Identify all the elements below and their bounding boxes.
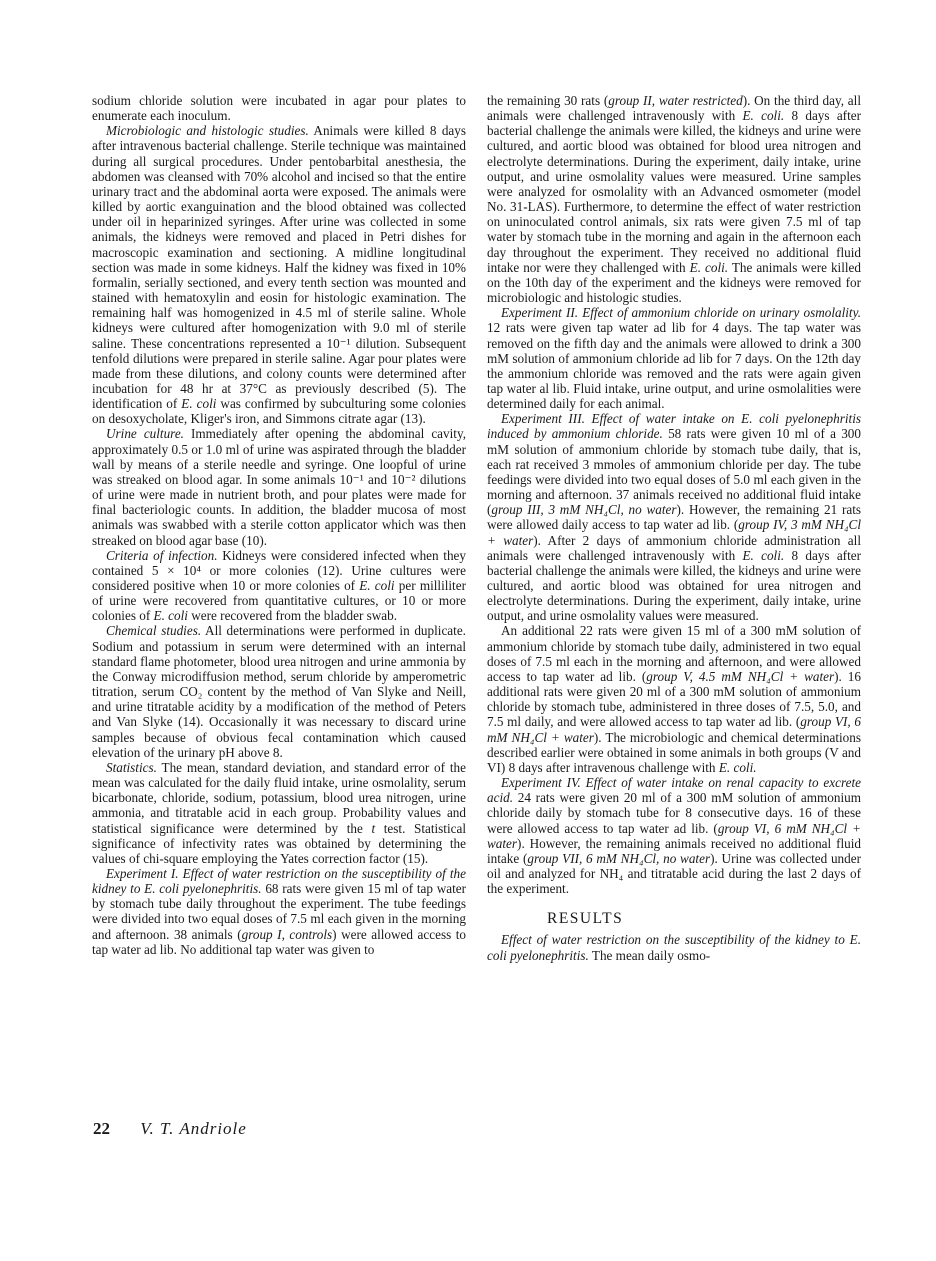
text-run: 24 rats were given 20 ml of a 300 mM solution of ammonium chloride daily by stomach tube for 8 consecutive days. 16 of these were allowed access to tap water ad lib. ( (487, 790, 861, 836)
running-author: V. T. Andriole (140, 1119, 247, 1138)
text-run: The mean daily osmo- (588, 947, 711, 963)
italic-text: group V, 4.5 mM NH₄Cl + water (646, 668, 835, 684)
italic-text: Experiment III. Effect of water intake on E. coli pyelonephritis induced by ammonium chloride. (487, 411, 861, 442)
text-run: sodium chloride solution were incubated in agar pour plates to enumerate each inoculum. (92, 93, 466, 124)
text-run: ) were allowed access to tap water ad lib. No additional tap water was given to (92, 926, 466, 957)
body-paragraph (487, 411, 861, 623)
text-run: An additional 22 rats were given 15 ml of a 300 mM solution of ammonium chloride by stomach tube daily, administered in two equal doses of 7.5 ml each in the morning and afternoon, and were allowed access to tap water ad lib. ( (487, 623, 861, 684)
italic-text: group I, controls (241, 926, 333, 942)
text-run: The animals were killed on the 10th day of the experiment and the kidneys were removed for microbiologic and histologic studies. (487, 259, 861, 306)
italic-text: group IV, 3 mM NH₄Cl + water (487, 517, 862, 548)
body-paragraph (92, 123, 466, 426)
body-paragraph (487, 932, 861, 962)
body-paragraph (92, 548, 466, 624)
italic-text: Chemical studies. (106, 623, 202, 639)
italic-text: E. coli (359, 578, 395, 593)
page-number: 22 (93, 1119, 110, 1138)
text-run: 12 rats were given tap water ad lib for 4 days. The tap water was removed on the fifth day and the animals were allowed to drink a 300 mM solution of ammonium chloride ad lib for 7 days. On the 12th day the ammonium chloride was removed and the rats were again given tap water al lib. Fluid intake, urine output, and urine osmolalities were determined daily for each animal. (487, 320, 861, 412)
text-run: was confirmed by subculturing some colonies on desoxycholate, Kliger's iron, and Simmons citrate agar (13). (92, 396, 466, 427)
italic-text: Experiment IV. Effect of water intake on renal capacity to excrete acid. (487, 775, 861, 806)
text-run: All determinations were performed in duplicate. Sodium and potassium in serum were determined with an internal standard flame photometer, blood urea nitrogen and urine ammonia by the Conway microdiffusion method, serum chloride by amperometric titration, serum CO₂ content by the method of Van Slyke and Neill, and urine titratable acidity by a modification of the method of Peters and Van Slyke (14). Occasionally it was necessary to discard urine samples because of obvious fecal contamination which caused elevation of the urinary pH above 8. (92, 623, 466, 760)
italic-text: E. coli (153, 608, 188, 624)
italic-text: group II, water restricted (608, 93, 743, 108)
body-paragraph (487, 93, 861, 305)
italic-text: Effect of water restriction on the susceptibility of the kidney to E. coli pyelonephritis. (487, 932, 861, 963)
text-run: ). The microbiologic and chemical determinations described earlier were obtained in some animals in both groups (V and VI) 8 days after intravenous challenge with (487, 729, 861, 775)
text-run: were recovered from the bladder swab. (187, 608, 398, 624)
italic-text: group VI, 6 mM NH₄Cl + water (487, 714, 861, 745)
page-footer (93, 1119, 247, 1139)
text-run: per milliliter of urine were recovered from quantitative cultures, or 10 or more colonies of (92, 578, 466, 624)
text-run: 8 days after bacterial challenge the animals were killed, the kidneys and urine were cultured, and aortic blood was obtained for blood urea nitrogen and electrolyte determinations. During the experiment, daily intake, urine output, and urine osmolality values were measured. Urine samples were analyzed for osmolality with an Advanced osmometer (model No. 31-LAS). Furthermore, to determine the effect of water restriction on uninoculated control animals, six rats were given 7.5 ml of tap water by stomach tube in the morning and again in the afternoon each day throughout the experiment. They received no additional fluid intake nor were they challenged with (487, 108, 861, 275)
italic-text: group VII, 6 mM NH₄Cl, no water (527, 850, 711, 866)
body-paragraph (487, 775, 861, 896)
italic-text: group III, 3 mM NH₄Cl, no water (491, 502, 677, 518)
text-run: The mean, standard deviation, and standard error of the mean was calculated for the daily fluid intake, urine osmolality, serum bicarbonate, chloride, sodium, potassium, blood urea nitrogen, urine ammonia, and titratable acid in each group. Probability values and statistical significance were determined by the (92, 759, 466, 836)
italic-text: Experiment II. Effect of ammonium chloride on urinary osmolality. (501, 305, 861, 321)
text-run: ). On the third day, all animals were challenged intravenously with (487, 93, 861, 124)
text-run: ). 16 additional rats were given 20 ml of a 300 mM solution of ammonium chloride by stomach tube, administered in three doses of 7.5, 5.0, and 7.5 ml daily, and were allowed access to tap water ad lib. ( (487, 668, 861, 730)
results-heading: RESULTS (547, 910, 624, 928)
right-column (487, 93, 861, 963)
body-paragraph (92, 623, 466, 759)
body-paragraph (92, 426, 466, 547)
body-paragraph (92, 760, 466, 866)
text-run: test. Statistical significance of infectivity rates was obtained by determining the values of chi-square employing the Yates correction factor (15). (92, 820, 466, 866)
text-run: 68 rats were given 15 ml of tap water by stomach tube daily throughout the experiment. The tube feedings were divided into two equal doses of 7.5 ml each given in the morning and afternoon. 38 animals ( (92, 881, 466, 942)
italic-text: Urine culture. (106, 426, 184, 442)
italic-text: Experiment I. Effect of water restriction on the susceptibility of the kidney to E. coli pyelonephritis. (92, 865, 466, 897)
body-paragraph (487, 305, 861, 411)
body-paragraph (487, 623, 861, 775)
italic-text: Statistics. (106, 759, 157, 775)
italic-text: group VI, 6 mM NH₄Cl + water (487, 820, 861, 851)
italic-text: E. coli. (718, 759, 757, 775)
italic-text: E. coli. (742, 108, 785, 124)
text-run: ). Urine was collected under oil and analyzed for NH₄ and titratable acid during the last 2 days of the experiment. (487, 850, 861, 897)
text-run: Animals were killed 8 days after intravenous bacterial challenge. Sterile technique was maintained during all surgical procedures. Under pentobarbital anesthesia, the abdomen was cleansed with 70% alcohol and incised so that the entire urinary tract and the abdominal aorta were exposed. The animals were killed by aortic exanguination and the blood obtained was collected under oil in heparinized syringes. After urine was collected in some animals, the kidneys were removed and placed in Petri dishes for macroscopic examination and sectioning. A midline longitudinal section was made in some kidneys. Half the kidney was fixed in 10% formalin, serially sectioned, and every tenth section was mounted and stained with hematoxylin and eosin for histologic examination. The remaining half was homogenized in 4.5 ml of sterile saline. Whole kidneys were cultured after homogenization with 9.0 ml of sterile saline. These concentrations represented a 10⁻¹ dilution. Subsequent tenfold dilutions were prepared in sterile saline. Agar pour plates were made from these dilutions, and colony counts were determined after incubation for 48 hr at 37°C as previously described (5). The identification of (92, 123, 466, 412)
italic-text: Criteria of infection. (106, 547, 218, 563)
body-paragraph (92, 866, 466, 957)
body-paragraph (92, 93, 466, 123)
left-column (92, 93, 466, 957)
italic-text: t (371, 820, 376, 836)
text-run: 58 rats were given 10 ml of a 300 mM solution of ammonium chloride by stomach tube daily, that is, each rat received 3 mmoles of ammonium chloride per day. The tube feedings were divided into two equal doses of 5.0 ml each given in the morning and afternoon. 37 animals received no additional fluid intake ( (487, 426, 861, 518)
italic-text: E. coli. (742, 547, 785, 563)
text-run: ). However, the remaining animals received no additional fluid intake ( (487, 835, 861, 866)
italic-text: E. coli (181, 396, 217, 412)
text-run: 8 days after bacterial challenge the animals were killed, the kidneys and urine were cultured, and aortic blood was obtained for urea nitrogen and electrolyte determinations. During the experiment, daily intake, urine output, and urine osmolality values were measured. (487, 547, 861, 624)
text-run: Kidneys were considered infected when they contained 5 × 10⁴ or more colonies (12). Urine cultures were considered positive when 10 or more colonies of (92, 547, 466, 593)
italic-text: E. coli. (689, 259, 729, 275)
text-run: the remaining 30 rats ( (487, 93, 609, 108)
text-run: Immediately after opening the abdominal cavity, approximately 0.5 or 1.0 ml of urine was aspirated through the bladder wall by means of a sterile needle and syringe. One loopful of urine was streaked on blood agar. In some animals 10⁻¹ and 10⁻² dilutions of urine were made in nutrient broth, and pour plates were made for final bacteriologic counts. In addition, the bladder mucosa of most animals was swabbed with a sterile cotton applicator which was then streaked on blood agar base (10). (92, 426, 466, 548)
text-run: ). After 2 days of ammonium chloride administration all animals were challenged intravenously with (487, 532, 861, 563)
text-run: ). However, the remaining 21 rats were allowed daily access to tap water ad lib. ( (487, 502, 861, 533)
italic-text: Microbiologic and histologic studies. (106, 123, 309, 139)
